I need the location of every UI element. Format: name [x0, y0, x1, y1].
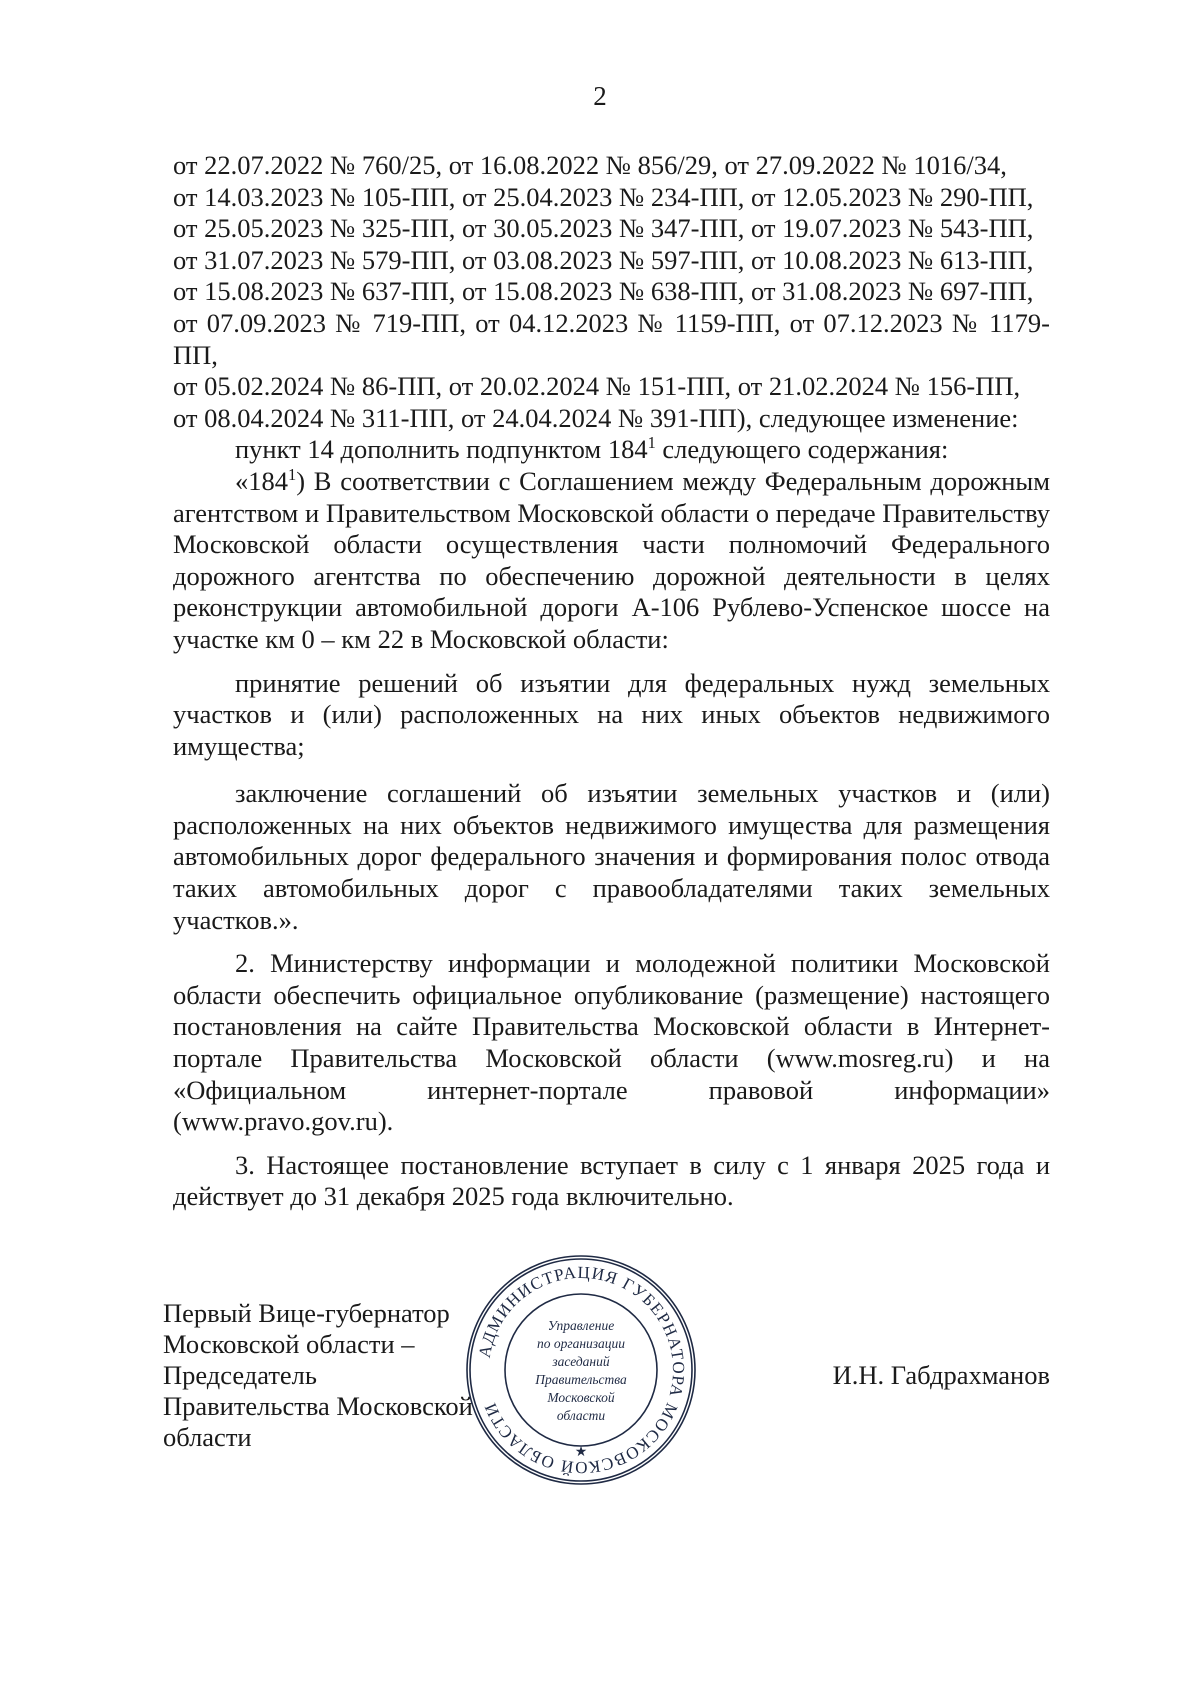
item14-text-before: пункт 14 дополнить подпунктом 184: [235, 434, 648, 465]
seal-inner-text: области: [556, 1408, 606, 1423]
item14-text-after: следующего содержания:: [655, 434, 949, 465]
seal-inner-text: Правительства: [535, 1372, 627, 1387]
signer-position-line: Правительства Московской области: [163, 1391, 473, 1452]
document-body: [173, 150, 1050, 1213]
text-line: от 15.08.2023 № 637-ПП, от 15.08.2023 № 638-ПП, от 31.08.2023 № 697-ПП,: [173, 276, 1034, 307]
seal-inner-text: Московской: [547, 1390, 615, 1405]
text-line: от 25.05.2023 № 325-ПП, от 30.05.2023 № 347-ПП, от 19.07.2023 № 543-ПП,: [173, 213, 1034, 244]
paragraph-agreements: заключение соглашений об изъятии земельных участков и (или) расположенных на них объектов недвижимого имущества для размещения автомобильных дорог федерального значения и формирования полос отвода таких автомобильных дорог с правообладателями таких земельных участков.».: [173, 778, 1050, 935]
seal-inner-ring: [505, 1294, 657, 1446]
text-line: от 08.04.2024 № 311-ПП, от 24.04.2024 № 391-ПП), следующее изменение:: [173, 402, 1019, 433]
signer-name: И.Н. Габдрахманов: [832, 1360, 1050, 1390]
page-number: 2: [593, 81, 607, 111]
seal-inner-text: Управление: [547, 1318, 615, 1333]
seal-inner-text: заседаний: [552, 1354, 610, 1369]
seal-ring-text: АДМИНИСТРАЦИЯ ГУБЕРНАТОРА МОСКОВСКОЙ ОБЛАСТИ: [474, 1262, 689, 1478]
signer-position-line: Московской области – Председатель: [163, 1329, 415, 1390]
quote-rest: ) В соответствии с Соглашением между Федеральным дорожным агентством и Правительством Московской области о передаче Правительству Московской области осуществления части полномочий Федерального дорожного агентства по обеспечению дорожной деятельности в целях реконструкции автомобильной дороги А-106 Рублево-Успенское шоссе на участке км 0 – км 22 в Московской области:: [173, 465, 1050, 654]
paragraph-ministry: 2. Министерству информации и молодежной политики Московской области обеспечить официальное опубликование (размещение) настоящего постановления на сайте Правительства Московской области в Интернет-портале Правительства Московской области (www.mosreg.ru) и на «Официальном интернет-портале правовой информации» (www.pravo.gov.ru).: [173, 948, 1050, 1137]
text-line: от 05.02.2024 № 86-ПП, от 20.02.2024 № 151-ПП, от 21.02.2024 № 156-ПП,: [173, 371, 1021, 402]
seal-inner-text: по организации: [536, 1336, 626, 1351]
official-seal: [463, 1252, 699, 1488]
seal-star-icon: ★: [574, 1445, 588, 1460]
text-line: от 14.03.2023 № 105-ПП, от 25.04.2023 № 234-ПП, от 12.05.2023 № 290-ПП,: [173, 181, 1034, 212]
quote-open: «184: [235, 465, 288, 496]
signer-position-line: Первый Вице-губернатор: [163, 1298, 450, 1328]
quote-superscript: 1: [288, 465, 297, 485]
text-line: от 22.07.2022 № 760/25, от 16.08.2022 № 856/29, от 27.09.2022 № 1016/34,: [173, 150, 1007, 180]
paragraph-item-14: [173, 434, 1050, 466]
paragraph-quote-184: [173, 466, 1050, 656]
paragraph-effective-date: 3. Настоящее постановление вступает в силу с 1 января 2025 года и действует до 31 декабря 2025 года включительно.: [173, 1149, 1050, 1212]
paragraph-decisions: принятие решений об изъятии для федеральных нужд земельных участков и (или) расположенных на них иных объектов недвижимого имущества;: [173, 667, 1050, 761]
text-line: от 31.07.2023 № 579-ПП, от 03.08.2023 № 597-ПП, от 10.08.2023 № 613-ПП,: [173, 244, 1034, 275]
item14-superscript: 1: [647, 433, 656, 453]
text-line: от 07.09.2023 № 719-ПП, от 04.12.2023 № 1159-ПП, от 07.12.2023 № 1179-ПП,: [173, 307, 1050, 370]
